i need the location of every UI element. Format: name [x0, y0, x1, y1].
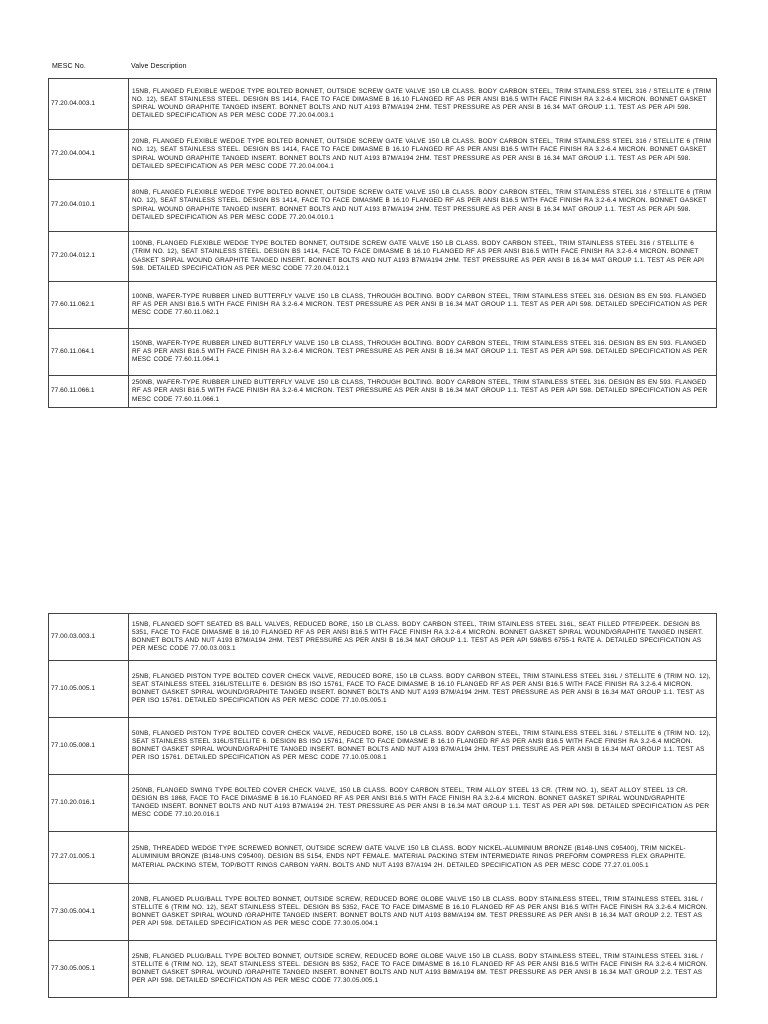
table-row [49, 232, 717, 282]
table-row [49, 775, 717, 832]
mesc-code: 77.20.04.003.1 [49, 79, 129, 130]
mesc-code: 77.20.04.010.1 [49, 180, 129, 232]
column-header-valve-description: Valve Description [131, 63, 187, 70]
column-header-mesc-no: MESC No. [52, 63, 86, 70]
mesc-code: 77.10.05.005.1 [49, 661, 129, 718]
table-row [49, 832, 717, 884]
valve-description: 20NB, FLANGED FLEXIBLE WEDGE TYPE BOLTED BONNET, OUTSIDE SCREW GATE VALVE 150 LB CLASS. BODY CARBON STEEL, TRIM STAINLESS STEEL 316 / STELLITE 6 (TRIM NO. 12), SEAT STAINLESS STEEL. DESIGN BS 1414, FACE TO FACE DIMASME B 16.10 FLANGED RF AS PER ANSI B16.5 WITH FACE FINISH RA 3.2-6.4 MICRON. BONNET GASKET SPIRAL WOUND GRAPHITE TANGED INSERT. BONNET BOLTS AND NUT A193 B7M/A194 2HM. TEST PRESSURE AS PER ANSI B 16.34 MAT GROUP 1.1. TEST AS PER API 598. DETAILED SPECIFICATION AS PER MESC CODE 77.20.04.004.1 [129, 130, 717, 180]
valve-description: 100NB, WAFER-TYPE RUBBER LINED BUTTERFLY VALVE 150 LB CLASS, THROUGH BOLTING. BODY CARBON STEEL, TRIM STAINLESS STEEL 316. DESIGN BS EN 593. FLANGED RF AS PER ANSI B16.5 WITH FACE FINISH RA 3.2-6.4 MICRON. TEST PRESSURE AS PER ANSI B 16.34 MAT GROUP 1.1. TEST AS PER API 598. DETAILED SPECIFICATION AS PER MESC CODE 77.60.11.062.1 [129, 282, 717, 329]
mesc-code: 77.27.01.005.1 [49, 832, 129, 884]
valve-description: 20NB, FLANGED PLUG/BALL TYPE BOLTED BONNET, OUTSIDE SCREW, REDUCED BORE GLOBE VALVE 150 LB CLASS. BODY STAINLESS STEEL, TRIM STAINLESS STEEL 316L / STELLITE 6 (TRIM NO. 12), SEAT STAINLESS STEEL. DESIGN BS 5352, FACE TO FACE DIMASME B 16.10 FLANGED RF AS PER ANSI B16.5 WITH FACE FINISH RA 3.2-6.4 MICRON. BONNET GASKET SPIRAL WOUND /GRAPHITE TANGED INSERT. BONNET BOLTS AND NUT A193 B8M/A194 8M. TEST PRESSURE AS PER ANSI B 16.34 MAT GROUP 2.2. TEST AS PER API 598. DETAILED SPECIFICATION AS PER MESC CODE 77.30.05.004.1 [129, 884, 717, 941]
mesc-code: 77.60.11.062.1 [49, 282, 129, 329]
valve-description: 100NB, FLANGED FLEXIBLE WEDGE TYPE BOLTED BONNET, OUTSIDE SCREW GATE VALVE 150 LB CLASS. BODY CARBON STEEL, TRIM STAINLESS STEEL 316 / STELLITE 6 (TRIM NO. 12), SEAT STAINLESS STEEL. DESIGN BS 1414, FACE TO FACE DIMASME B 16.10 FLANGED RF AS PER ANSI B16.5 WITH FACE FINISH RA 3.2-6.4 MICRON. BONNET GASKET SPIRAL WOUND GRAPHITE TANGED INSERT. BONNET BOLTS AND NUT A193 B7M/A194 2HM. TEST PRESSURE AS PER ANSI B 16.34 MAT GROUP 1.1. TEST AS PER API 598. DETAILED SPECIFICATION AS PER MESC CODE 77.20.04.012.1 [129, 232, 717, 282]
table-row [49, 282, 717, 329]
mesc-code: 77.10.05.008.1 [49, 718, 129, 775]
table-row [49, 329, 717, 376]
valve-table-upper [48, 78, 717, 408]
valve-description: 25NB, FLANGED PLUG/BALL TYPE BOLTED BONNET, OUTSIDE SCREW, REDUCED BORE GLOBE VALVE 150 LB CLASS. BODY STAINLESS STEEL, TRIM STAINLESS STEEL 316L / STELLITE 6 (TRIM NO. 12), SEAT STAINLESS STEEL. DESIGN BS 5352, FACE TO FACE DIMASME B 16.10 FLANGED RF AS PER ANSI B16.5 WITH FACE FINISH RA 3.2-6.4 MICRON. BONNET GASKET SPIRAL WOUND /GRAPHITE TANGED INSERT. BONNET BOLTS AND NUT A193 B8M/A194 8M. TEST PRESSURE AS PER ANSI B 16.34 MAT GROUP 2.2. TEST AS PER API 598. DETAILED SPECIFICATION AS PER MESC CODE 77.30.05.005.1 [129, 941, 717, 998]
valve-table-lower [48, 613, 717, 998]
table-row [49, 614, 717, 661]
valve-description: 25NB, THREADED WEDGE TYPE SCREWED BONNET, OUTSIDE SCREW GATE VALVE 150 LB CLASS. BODY NICKEL-ALUMINIUM BRONZE (B148-UNS C95400), TRIM NICKEL-ALUMINIUM BRONZE (B148-UNS C95400). DESIGN BS 5154, ENDS NPT FEMALE. MATERIAL PACKING STEM INTERMEDIATE RINGS PREFORM COMPRESS FLEX GRAPHITE. MATERIAL PACKING STEM, TOP/BOTT RINGS CARBON YARN. BOLTS AND NUT A193 B7/A194 2H. DETAILED SPECIFICATION AS PER MESC CODE 77.27.01.005.1 [129, 832, 717, 884]
mesc-code: 77.00.03.003.1 [49, 614, 129, 661]
table-row [49, 130, 717, 180]
valve-description: 25NB, FLANGED PISTON TYPE BOLTED COVER CHECK VALVE, REDUCED BORE, 150 LB CLASS. BODY CARBON STEEL, TRIM STAINLESS STEEL 316L / STELLITE 6 (TRIM NO. 12), SEAT STAINLESS STEEL 316L/STELLITE 6. DESIGN BS ISO 15761, FACE TO FACE DIMASME B 16.10 FLANGED RF AS PER ANSI B16.5 WITH FACE FINISH RA 3.2-6.4 MICRON. BONNET GASKET SPIRAL WOUND/GRAPHITE TANGED INSERT. BONNET BOLTS AND NUT A193 B7M/A194 2HM. TEST PRESSURE AS PER ANSI B 16.34 MAT GROUP 1.1. TEST AS PER ISO 15761. DETAILED SPECIFICATION AS PER MESC CODE 77.10.05.005.1 [129, 661, 717, 718]
mesc-code: 77.20.04.012.1 [49, 232, 129, 282]
table-row [49, 661, 717, 718]
valve-description: 80NB, FLANGED FLEXIBLE WEDGE TYPE BOLTED BONNET, OUTSIDE SCREW GATE VALVE 150 LB CLASS. BODY CARBON STEEL, TRIM STAINLESS STEEL 316 / STELLITE 6 (TRIM NO. 12), SEAT STAINLESS STEEL. DESIGN BS 1414, FACE TO FACE DIMASME B 16.10 FLANGED RF AS PER ANSI B16.5 WITH FACE FINISH RA 3.2-6.4 MICRON. BONNET GASKET SPIRAL WOUND GRAPHITE TANGED INSERT. BONNET BOLTS AND NUT A193 B7M/A194 2HM. TEST PRESSURE AS PER ANSI B 16.34 MAT GROUP 1.1. TEST AS PER API 598. DETAILED SPECIFICATION AS PER MESC CODE 77.20.04.010.1 [129, 180, 717, 232]
valve-description: 250NB, FLANGED SWING TYPE BOLTED COVER CHECK VALVE, 150 LB CLASS. BODY CARBON STEEL, TRIM ALLOY STEEL 13 CR. (TRIM NO. 1), SEAT ALLOY STEEL 13 CR. DESIGN BS 1868, FACE TO FACE DIMASME B 16.10 FLANGED RF AS PER ANSI B16.5 WITH FACE FINISH RA 3.2-6.4 MICRON. BONNET GASKET SPIRAL WOUND/GRAPHITE TANGED INSERT. BONNET BOLTS AND NUT A193 B7M/A194 2H. TEST PRESSURE AS PER ANSI B 16.34 MAT GROUP 1.1. TEST AS PER API 598. DETAILED SPECIFICATION AS PER MESC CODE 77.10.20.016.1 [129, 775, 717, 832]
mesc-code: 77.20.04.004.1 [49, 130, 129, 180]
valve-description: 50NB, FLANGED PISTON TYPE BOLTED COVER CHECK VALVE, REDUCED BORE, 150 LB CLASS. BODY CARBON STEEL, TRIM STAINLESS STEEL 316L / STELLITE 6 (TRIM NO. 12), SEAT STAINLESS STEEL 316L/STELLITE 6. DESIGN BS ISO 15761, FACE TO FACE DIMASME B 16.10 FLANGED RF AS PER ANSI B16.5 WITH FACE FINISH RA 3.2-6.4 MICRON. BONNET GASKET SPIRAL WOUND/GRAPHITE TANGED INSERT. BONNET BOLTS AND NUT A193 B7M/A194 2HM. TEST PRESSURE AS PER ANSI B 16.34 MAT GROUP 1.1. TEST AS PER ISO 15761. DETAILED SPECIFICATION AS PER MESC CODE 77.10.05.008.1 [129, 718, 717, 775]
valve-description: 15NB, FLANGED FLEXIBLE WEDGE TYPE BOLTED BONNET, OUTSIDE SCREW GATE VALVE 150 LB CLASS. BODY CARBON STEEL, TRIM STAINLESS STEEL 316 / STELLITE 6 (TRIM NO. 12), SEAT STAINLESS STEEL. DESIGN BS 1414, FACE TO FACE DIMASME B 16.10 FLANGED RF AS PER ANSI B16.5 WITH FACE FINISH RA 3.2-6.4 MICRON. BONNET GASKET SPIRAL WOUND GRAPHITE TANGED INSERT. BONNET BOLTS AND NUT A193 B7M/A194 2HM. TEST PRESSURE AS PER ANSI B 16.34 MAT GROUP 1.1. TEST AS PER API 598. DETAILED SPECIFICATION AS PER MESC CODE 77.20.04.003.1 [129, 79, 717, 130]
valve-description: 250NB, WAFER-TYPE RUBBER LINED BUTTERFLY VALVE 150 LB CLASS, THROUGH BOLTING. BODY CARBON STEEL, TRIM STAINLESS STEEL 316. DESIGN BS EN 593. FLANGED RF AS PER ANSI B16.5 WITH FACE FINISH RA 3.2-6.4 MICRON. TEST PRESSURE AS PER ANSI B 16.34 MAT GROUP 1.1. TEST AS PER API 598. DETAILED SPECIFICATION AS PER MESC CODE 77.60.11.066.1 [129, 376, 717, 408]
table-row [49, 376, 717, 408]
mesc-code: 77.60.11.064.1 [49, 329, 129, 376]
valve-description: 15NB, FLANGED SOFT SEATED BS BALL VALVES, REDUCED BORE, 150 LB CLASS. BODY CARBON STEEL, TRIM STAINLESS STEEL 316L, SEAT FILLED PTFE/PEEK. DESIGN BS 5351, FACE TO FACE DIMASME B 16.10 FLANGED RF AS PER ANSI B16.5 WITH FACE FINISH RA 3.2-6.4 MICRON. BONNET GASKET SPIRAL WOUND/GRAPHITE TANGED INSERT. BONNET BOLTS AND NUT A193 B7M/A194 2HM. TEST PRESSURE AS PER ANSI B 16.34 MAT GROUP 1.1. TEST AS PER API 598/BS 6755-1 RATE A. DETAILED SPECIFICATION AS PER MESC CODE 77.00.03.003.1 [129, 614, 717, 661]
table-row [49, 941, 717, 998]
valve-description: 150NB, WAFER-TYPE RUBBER LINED BUTTERFLY VALVE 150 LB CLASS, THROUGH BOLTING. BODY CARBON STEEL, TRIM STAINLESS STEEL 316. DESIGN BS EN 593. FLANGED RF AS PER ANSI B16.5 WITH FACE FINISH RA 3.2-6.4 MICRON. TEST PRESSURE AS PER ANSI B 16.34 MAT GROUP 1.1. TEST AS PER API 598. DETAILED SPECIFICATION AS PER MESC CODE 77.60.11.064.1 [129, 329, 717, 376]
mesc-code: 77.30.05.005.1 [49, 941, 129, 998]
table-row [49, 79, 717, 130]
mesc-code: 77.10.20.016.1 [49, 775, 129, 832]
table-row [49, 180, 717, 232]
mesc-code: 77.30.05.004.1 [49, 884, 129, 941]
mesc-code: 77.60.11.066.1 [49, 376, 129, 408]
table-row [49, 718, 717, 775]
table-row [49, 884, 717, 941]
